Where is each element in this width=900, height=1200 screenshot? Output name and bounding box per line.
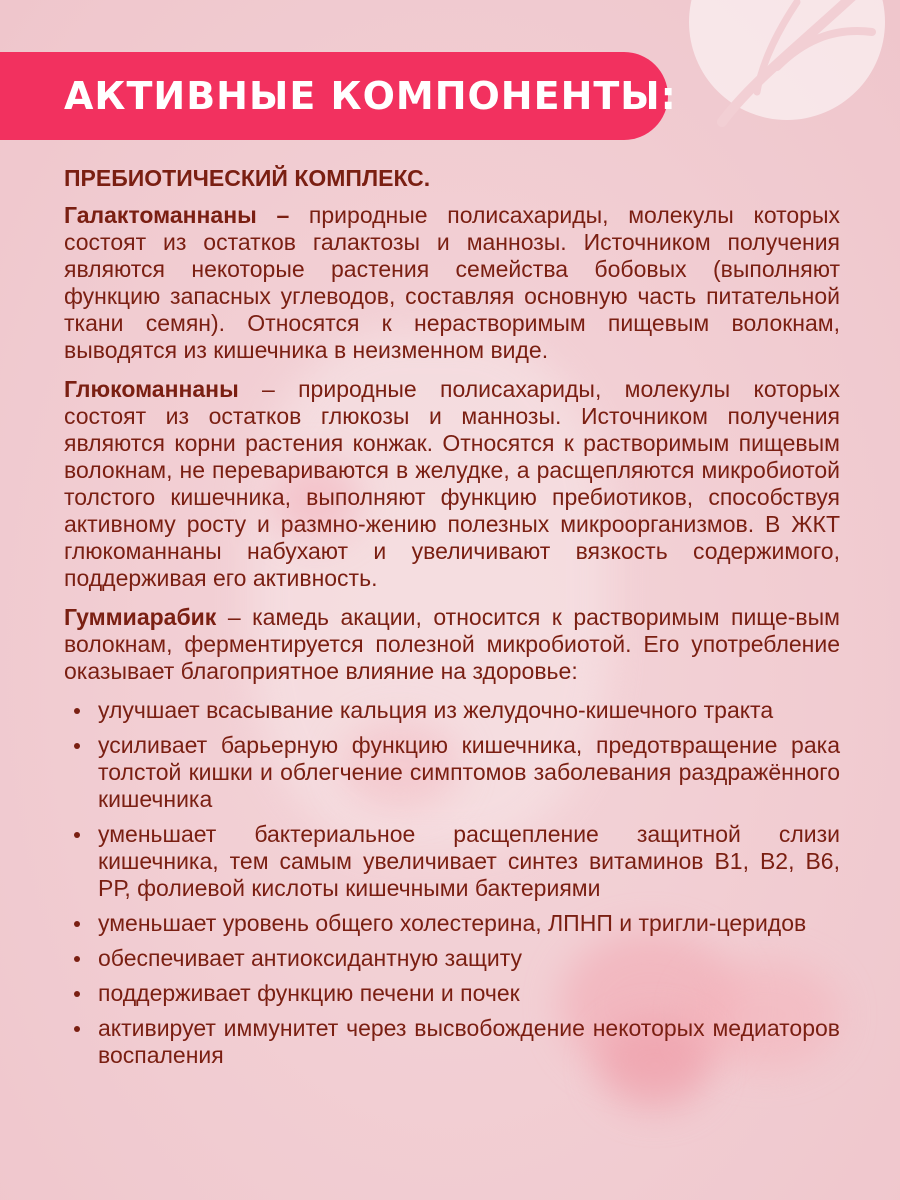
paragraph-text: – камедь акации, относится к растворимым пище-вым волокнам, ферментируется полезной микробиотой. Его употребление оказывает благоприятное влияние на здоровье: (64, 604, 840, 684)
list-item (64, 980, 840, 1007)
list-item (64, 821, 840, 902)
bullet-dot-icon (74, 1026, 80, 1032)
list-item (64, 732, 840, 813)
bullet-dot-icon (74, 956, 80, 962)
term-galactomannans: Галактоманнаны – (64, 202, 290, 228)
benefits-list (64, 697, 840, 1069)
section-title: ПРЕБИОТИЧЕСКИЙ КОМПЛЕКС. (64, 165, 431, 191)
content-area (64, 164, 840, 1077)
list-item-text: активирует иммунитет через высвобождение некоторых медиаторов воспаления (98, 1015, 840, 1068)
term-gum-arabic: Гуммиарабик (64, 604, 217, 630)
paragraph-galactomannans (64, 202, 840, 364)
list-item-text: усиливает барьерную функцию кишечника, предотвращение рака толстой кишки и облегчение симптомов заболевания раздражённого кишечника (98, 732, 840, 812)
list-item-text: уменьшает бактериальное расщепление защитной слизи кишечника, тем самым увеличивает синтез витаминов В1, В2, В6, РР, фолиевой кислоты кишечными бактериями (98, 821, 840, 901)
page-title: АКТИВНЫЕ КОМПОНЕНТЫ: (64, 74, 677, 118)
list-item (64, 945, 840, 972)
bullet-dot-icon (74, 708, 80, 714)
list-item-text: обеспечивает антиоксидантную защиту (98, 945, 523, 971)
bullet-dot-icon (74, 832, 80, 838)
bullet-dot-icon (74, 991, 80, 997)
list-item-text: уменьшает уровень общего холестерина, ЛПНП и тригли-церидов (98, 910, 807, 936)
term-glucomannans: Глюкоманнаны (64, 376, 239, 402)
list-item (64, 910, 840, 937)
brand-leaf-logo-icon (682, 0, 892, 132)
paragraph-text: – природные полисахариды, молекулы которых состоят из остатков глюкозы и маннозы. Источником получения являются корни растения конжак. Относятся к растворимым пищевым волокнам, не перевариваются в желудке, а расщепляются микробиотой толстого кишечника, выполняют функцию пребиотиков, способствуя активному росту и размно-жению полезных микроорганизмов. В ЖКТ глюкоманнаны набухают и увеличивают вязкость содержимого, поддерживая его активность. (64, 376, 840, 591)
list-item (64, 697, 840, 724)
list-item (64, 1015, 840, 1069)
bullet-dot-icon (74, 921, 80, 927)
list-item-text: поддерживает функцию печени и почек (98, 980, 520, 1006)
paragraph-glucomannans (64, 376, 840, 592)
list-item-text: улучшает всасывание кальция из желудочно-кишечного тракта (98, 697, 774, 723)
bullet-dot-icon (74, 743, 80, 749)
header-banner (0, 52, 677, 140)
paragraph-text: природные полисахариды, молекулы которых состоят из остатков галактозы и маннозы. Источником получения являются некоторые растения семейства бобовых (выполняют функцию запасных углеводов, составляя основную часть питательной ткани семян). Относятся к нерастворимым пищевым волокнам, выводятся из кишечника в неизменном виде. (64, 202, 840, 363)
paragraph-gum-arabic (64, 604, 840, 685)
